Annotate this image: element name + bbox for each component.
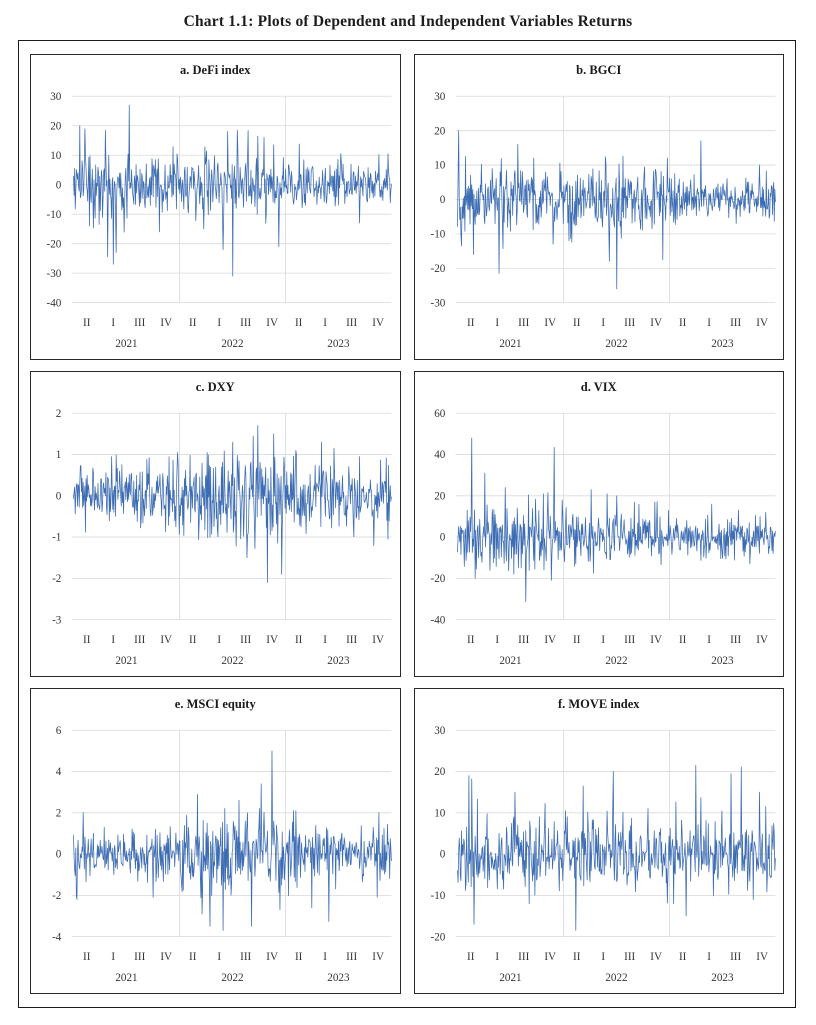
svg-text:10: 10 — [433, 159, 445, 172]
svg-text:II: II — [189, 316, 197, 329]
svg-text:40: 40 — [433, 449, 445, 462]
svg-text:2023: 2023 — [710, 337, 734, 350]
svg-text:II: II — [466, 316, 474, 329]
svg-text:II: II — [83, 633, 91, 646]
svg-text:I: I — [323, 950, 328, 963]
svg-text:-10: -10 — [46, 208, 62, 221]
svg-text:2021: 2021 — [115, 971, 138, 984]
svg-text:0: 0 — [439, 848, 445, 861]
svg-text:II: II — [294, 633, 303, 646]
svg-text:30: 30 — [50, 90, 62, 103]
svg-text:III: III — [134, 316, 146, 329]
svg-text:III: III — [346, 633, 358, 646]
svg-text:I: I — [494, 633, 499, 646]
svg-text:III: III — [729, 316, 741, 329]
svg-text:IV: IV — [543, 633, 556, 646]
svg-text:30: 30 — [433, 724, 445, 737]
panel-vix — [414, 371, 785, 677]
svg-text:-4: -4 — [52, 931, 62, 944]
svg-text:0: 0 — [439, 531, 445, 544]
svg-text:I: I — [706, 633, 711, 646]
svg-text:2023: 2023 — [710, 971, 734, 984]
svg-text:I: I — [706, 316, 711, 329]
svg-text:I: I — [600, 316, 605, 329]
svg-text:2021: 2021 — [498, 337, 522, 350]
svg-text:III: III — [517, 950, 529, 963]
panel-title-msci-equity: e. MSCI equity — [174, 697, 256, 711]
svg-text:2022: 2022 — [221, 971, 244, 984]
svg-text:I: I — [494, 950, 499, 963]
panel-msci-equity — [30, 688, 401, 994]
figure-frame — [18, 40, 796, 1008]
panel-bgci — [414, 54, 785, 360]
svg-text:I: I — [217, 633, 222, 646]
svg-text:III: III — [623, 950, 635, 963]
svg-text:III: III — [623, 316, 635, 329]
panel-title-dxy: c. DXY — [195, 380, 235, 394]
svg-text:2021: 2021 — [115, 654, 138, 667]
svg-text:2: 2 — [55, 407, 62, 420]
panel-title-bgci: b. BGCI — [576, 63, 622, 77]
svg-text:II: II — [678, 633, 686, 646]
svg-text:IV: IV — [755, 950, 768, 963]
svg-text:2021: 2021 — [498, 654, 522, 667]
svg-text:-20: -20 — [430, 262, 445, 275]
svg-text:-40: -40 — [430, 614, 445, 627]
svg-text:I: I — [600, 633, 605, 646]
svg-text:2022: 2022 — [604, 971, 628, 984]
svg-text:-40: -40 — [46, 297, 62, 310]
svg-text:III: III — [346, 316, 358, 329]
svg-text:I: I — [111, 633, 116, 646]
svg-text:II: II — [83, 316, 91, 329]
svg-text:II: II — [466, 950, 474, 963]
svg-text:2023: 2023 — [710, 654, 734, 667]
svg-text:0: 0 — [55, 848, 62, 861]
svg-text:10: 10 — [50, 149, 62, 162]
svg-text:IV: IV — [266, 633, 279, 646]
svg-text:IV: IV — [160, 950, 173, 963]
svg-text:2022: 2022 — [221, 654, 244, 667]
svg-text:20: 20 — [433, 125, 445, 138]
svg-text:II: II — [572, 950, 580, 963]
svg-text:10: 10 — [433, 807, 445, 820]
svg-text:1: 1 — [55, 449, 62, 462]
svg-text:-20: -20 — [430, 931, 445, 944]
svg-text:-10: -10 — [430, 228, 445, 241]
svg-text:III: III — [517, 633, 529, 646]
defi-index-chart — [31, 55, 400, 359]
svg-text:-3: -3 — [52, 614, 62, 627]
svg-text:I: I — [600, 950, 605, 963]
svg-text:60: 60 — [433, 407, 445, 420]
svg-text:2023: 2023 — [327, 337, 350, 350]
svg-text:III: III — [517, 316, 529, 329]
vix-chart — [415, 372, 784, 676]
svg-text:30: 30 — [433, 90, 445, 103]
svg-text:IV: IV — [649, 633, 662, 646]
svg-text:-2: -2 — [52, 890, 62, 902]
svg-text:2023: 2023 — [327, 971, 350, 984]
svg-text:II: II — [294, 316, 303, 329]
svg-text:0: 0 — [439, 194, 445, 207]
svg-text:III: III — [346, 950, 358, 963]
svg-text:IV: IV — [649, 950, 662, 963]
svg-text:20: 20 — [50, 120, 62, 133]
svg-text:IV: IV — [372, 633, 385, 646]
svg-text:2021: 2021 — [498, 971, 522, 984]
figure-title: Chart 1.1: Plots of Dependent and Independent Variables Returns — [183, 13, 633, 30]
svg-text:0: 0 — [55, 490, 62, 503]
svg-text:I: I — [494, 316, 499, 329]
svg-text:IV: IV — [266, 316, 279, 329]
panel-title-vix: d. VIX — [580, 380, 617, 394]
svg-text:I: I — [217, 950, 222, 963]
svg-text:2022: 2022 — [221, 337, 244, 350]
svg-text:4: 4 — [55, 766, 62, 779]
svg-text:0: 0 — [55, 179, 62, 192]
svg-text:IV: IV — [372, 316, 385, 329]
svg-text:IV: IV — [160, 316, 173, 329]
svg-text:-20: -20 — [430, 573, 445, 585]
svg-text:2022: 2022 — [604, 337, 628, 350]
svg-text:-30: -30 — [430, 297, 445, 310]
panel-move-index — [414, 688, 785, 994]
svg-text:2023: 2023 — [327, 654, 350, 667]
svg-text:-2: -2 — [52, 573, 62, 585]
svg-text:III: III — [623, 633, 635, 646]
svg-text:II: II — [189, 633, 197, 646]
svg-text:-10: -10 — [430, 890, 445, 902]
panel-title-defi-index: a. DeFi index — [180, 63, 251, 77]
panel-defi-index — [30, 54, 401, 360]
svg-text:I: I — [217, 316, 222, 329]
svg-text:II: II — [189, 950, 197, 963]
svg-text:IV: IV — [543, 950, 556, 963]
svg-text:20: 20 — [433, 766, 445, 779]
svg-text:6: 6 — [55, 724, 62, 737]
svg-text:I: I — [323, 633, 328, 646]
svg-text:2021: 2021 — [115, 337, 138, 350]
svg-text:II: II — [83, 950, 91, 963]
svg-text:II: II — [294, 950, 303, 963]
svg-text:II: II — [572, 316, 580, 329]
svg-text:II: II — [678, 316, 686, 329]
dxy-chart — [31, 372, 400, 676]
svg-text:II: II — [466, 633, 474, 646]
svg-text:2: 2 — [55, 807, 62, 820]
move-index-chart — [415, 689, 784, 993]
svg-text:III: III — [134, 950, 146, 963]
svg-text:III: III — [240, 633, 252, 646]
svg-text:I: I — [111, 950, 116, 963]
svg-text:IV: IV — [543, 316, 556, 329]
svg-text:II: II — [572, 633, 580, 646]
svg-text:-30: -30 — [46, 267, 62, 280]
svg-text:III: III — [729, 950, 741, 963]
svg-text:III: III — [134, 633, 146, 646]
svg-text:III: III — [729, 633, 741, 646]
svg-text:-20: -20 — [46, 238, 62, 251]
svg-text:III: III — [240, 950, 252, 963]
panel-dxy — [30, 371, 401, 677]
svg-text:20: 20 — [433, 490, 445, 503]
svg-text:IV: IV — [755, 633, 768, 646]
svg-text:I: I — [706, 950, 711, 963]
panel-title-move-index: f. MOVE index — [557, 697, 640, 711]
svg-text:-1: -1 — [52, 531, 62, 544]
svg-text:2022: 2022 — [604, 654, 628, 667]
svg-text:IV: IV — [755, 316, 768, 329]
bgci-chart — [415, 55, 784, 359]
svg-text:IV: IV — [649, 316, 662, 329]
svg-text:IV: IV — [266, 950, 279, 963]
svg-text:IV: IV — [160, 633, 173, 646]
msci-equity-chart — [31, 689, 400, 993]
svg-text:I: I — [323, 316, 328, 329]
svg-text:II: II — [678, 950, 686, 963]
svg-text:IV: IV — [372, 950, 385, 963]
svg-text:I: I — [111, 316, 116, 329]
svg-text:III: III — [240, 316, 252, 329]
